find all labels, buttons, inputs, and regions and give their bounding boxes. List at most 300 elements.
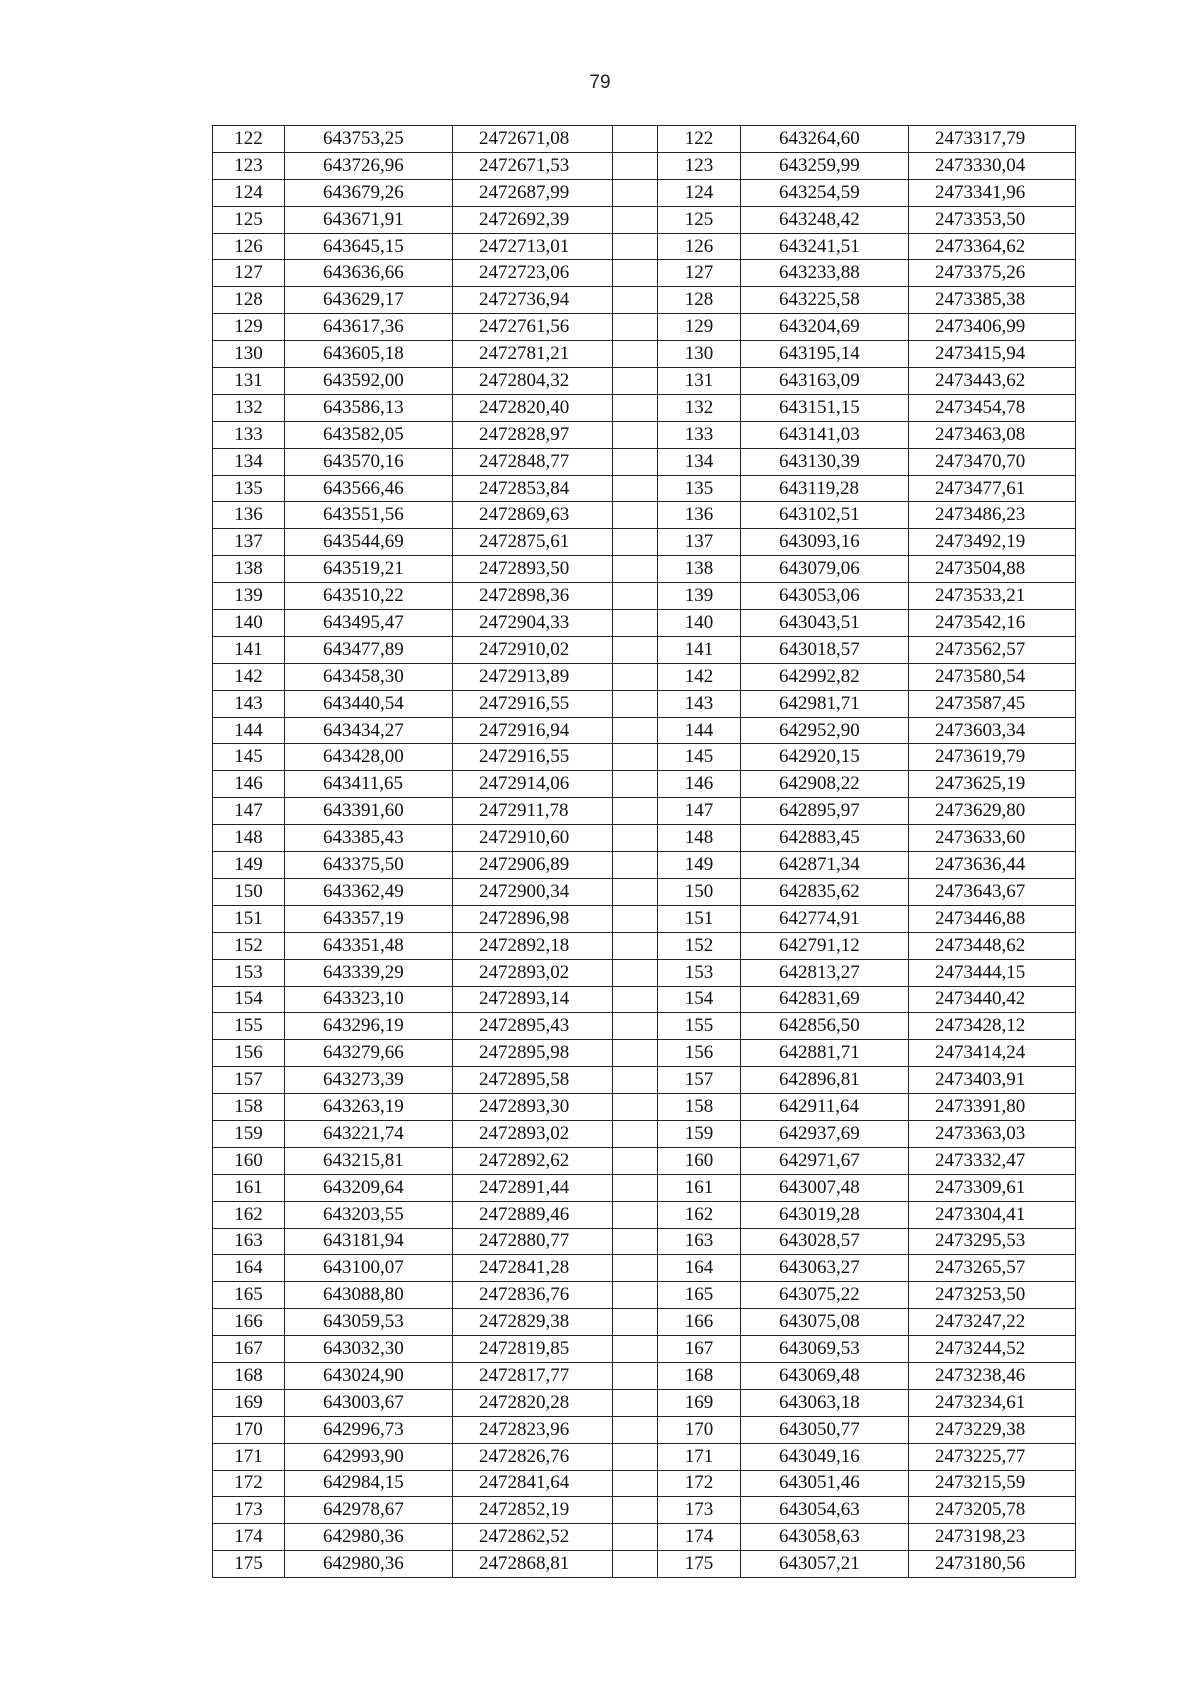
left-x-coordinate: 643477,89 — [285, 636, 453, 663]
right-point-number: 132 — [658, 394, 741, 421]
right-point-number: 166 — [658, 1309, 741, 1336]
right-y-coordinate: 2473364,62 — [909, 233, 1076, 260]
left-x-coordinate: 643351,48 — [285, 932, 453, 959]
left-y-coordinate: 2472916,55 — [453, 690, 613, 717]
left-point-number: 163 — [213, 1228, 285, 1255]
right-y-coordinate: 2473533,21 — [909, 583, 1076, 610]
right-point-number: 130 — [658, 341, 741, 368]
left-x-coordinate: 643059,53 — [285, 1309, 453, 1336]
table-row — [213, 1309, 1076, 1336]
right-x-coordinate: 643119,28 — [741, 475, 909, 502]
table-row — [213, 1174, 1076, 1201]
left-y-coordinate: 2472868,81 — [453, 1551, 613, 1578]
table-row — [213, 1255, 1076, 1282]
right-x-coordinate: 643069,48 — [741, 1362, 909, 1389]
spacer-cell — [613, 502, 658, 529]
spacer-cell — [613, 1174, 658, 1201]
right-x-coordinate: 643053,06 — [741, 583, 909, 610]
table-row — [213, 529, 1076, 556]
spacer-cell — [613, 1524, 658, 1551]
left-x-coordinate: 643510,22 — [285, 583, 453, 610]
left-point-number: 152 — [213, 932, 285, 959]
right-x-coordinate: 643241,51 — [741, 233, 909, 260]
right-y-coordinate: 2473636,44 — [909, 852, 1076, 879]
right-y-coordinate: 2473244,52 — [909, 1336, 1076, 1363]
left-x-coordinate: 643323,10 — [285, 986, 453, 1013]
spacer-cell — [613, 717, 658, 744]
left-x-coordinate: 643375,50 — [285, 852, 453, 879]
left-point-number: 134 — [213, 448, 285, 475]
right-y-coordinate: 2473580,54 — [909, 663, 1076, 690]
left-point-number: 145 — [213, 744, 285, 771]
spacer-cell — [613, 1120, 658, 1147]
right-y-coordinate: 2473504,88 — [909, 556, 1076, 583]
left-y-coordinate: 2472829,38 — [453, 1309, 613, 1336]
left-point-number: 131 — [213, 368, 285, 395]
right-point-number: 122 — [658, 126, 741, 153]
spacer-cell — [613, 1470, 658, 1497]
right-y-coordinate: 2473330,04 — [909, 152, 1076, 179]
right-x-coordinate: 642831,69 — [741, 986, 909, 1013]
left-x-coordinate: 642996,73 — [285, 1416, 453, 1443]
right-point-number: 146 — [658, 771, 741, 798]
right-x-coordinate: 643049,16 — [741, 1443, 909, 1470]
spacer-cell — [613, 179, 658, 206]
left-point-number: 158 — [213, 1094, 285, 1121]
spacer-cell — [613, 771, 658, 798]
right-y-coordinate: 2473353,50 — [909, 206, 1076, 233]
right-x-coordinate: 642871,34 — [741, 852, 909, 879]
table-row — [213, 475, 1076, 502]
spacer-cell — [613, 986, 658, 1013]
right-y-coordinate: 2473446,88 — [909, 905, 1076, 932]
left-x-coordinate: 643362,49 — [285, 878, 453, 905]
right-y-coordinate: 2473332,47 — [909, 1147, 1076, 1174]
right-point-number: 139 — [658, 583, 741, 610]
right-x-coordinate: 643063,18 — [741, 1389, 909, 1416]
table-row — [213, 1416, 1076, 1443]
left-point-number: 154 — [213, 986, 285, 1013]
right-y-coordinate: 2473542,16 — [909, 610, 1076, 637]
right-y-coordinate: 2473414,24 — [909, 1040, 1076, 1067]
right-x-coordinate: 642883,45 — [741, 825, 909, 852]
right-x-coordinate: 642908,22 — [741, 771, 909, 798]
left-point-number: 174 — [213, 1524, 285, 1551]
left-point-number: 171 — [213, 1443, 285, 1470]
table-row — [213, 932, 1076, 959]
right-point-number: 171 — [658, 1443, 741, 1470]
right-y-coordinate: 2473443,62 — [909, 368, 1076, 395]
left-point-number: 170 — [213, 1416, 285, 1443]
left-x-coordinate: 643296,19 — [285, 1013, 453, 1040]
left-y-coordinate: 2472853,84 — [453, 475, 613, 502]
left-x-coordinate: 643617,36 — [285, 314, 453, 341]
right-x-coordinate: 642981,71 — [741, 690, 909, 717]
right-point-number: 143 — [658, 690, 741, 717]
left-x-coordinate: 643544,69 — [285, 529, 453, 556]
right-x-coordinate: 643054,63 — [741, 1497, 909, 1524]
right-point-number: 123 — [658, 152, 741, 179]
left-y-coordinate: 2472862,52 — [453, 1524, 613, 1551]
spacer-cell — [613, 556, 658, 583]
left-x-coordinate: 643434,27 — [285, 717, 453, 744]
left-x-coordinate: 643339,29 — [285, 959, 453, 986]
left-y-coordinate: 2472828,97 — [453, 421, 613, 448]
table-row — [213, 1228, 1076, 1255]
left-y-coordinate: 2472889,46 — [453, 1201, 613, 1228]
left-y-coordinate: 2472896,98 — [453, 905, 613, 932]
right-point-number: 125 — [658, 206, 741, 233]
left-point-number: 150 — [213, 878, 285, 905]
left-point-number: 138 — [213, 556, 285, 583]
left-point-number: 144 — [213, 717, 285, 744]
right-x-coordinate: 642895,97 — [741, 798, 909, 825]
left-x-coordinate: 643458,30 — [285, 663, 453, 690]
table-row — [213, 878, 1076, 905]
right-point-number: 131 — [658, 368, 741, 395]
coordinates-table — [212, 125, 1076, 1578]
right-y-coordinate: 2473215,59 — [909, 1470, 1076, 1497]
left-x-coordinate: 643279,66 — [285, 1040, 453, 1067]
right-y-coordinate: 2473415,94 — [909, 341, 1076, 368]
left-y-coordinate: 2472895,58 — [453, 1067, 613, 1094]
left-y-coordinate: 2472898,36 — [453, 583, 613, 610]
table-row — [213, 1201, 1076, 1228]
left-y-coordinate: 2472906,89 — [453, 852, 613, 879]
right-point-number: 169 — [658, 1389, 741, 1416]
table-row — [213, 1524, 1076, 1551]
left-y-coordinate: 2472916,94 — [453, 717, 613, 744]
right-point-number: 172 — [658, 1470, 741, 1497]
left-y-coordinate: 2472836,76 — [453, 1282, 613, 1309]
right-point-number: 148 — [658, 825, 741, 852]
left-point-number: 147 — [213, 798, 285, 825]
left-point-number: 155 — [213, 1013, 285, 1040]
left-point-number: 135 — [213, 475, 285, 502]
left-point-number: 141 — [213, 636, 285, 663]
right-x-coordinate: 643225,58 — [741, 287, 909, 314]
right-x-coordinate: 642937,69 — [741, 1120, 909, 1147]
table-row — [213, 744, 1076, 771]
spacer-cell — [613, 206, 658, 233]
left-y-coordinate: 2472893,02 — [453, 1120, 613, 1147]
table-row — [213, 206, 1076, 233]
left-y-coordinate: 2472852,19 — [453, 1497, 613, 1524]
left-point-number: 166 — [213, 1309, 285, 1336]
right-y-coordinate: 2473317,79 — [909, 126, 1076, 153]
right-y-coordinate: 2473229,38 — [909, 1416, 1076, 1443]
right-x-coordinate: 643204,69 — [741, 314, 909, 341]
right-y-coordinate: 2473363,03 — [909, 1120, 1076, 1147]
right-y-coordinate: 2473492,19 — [909, 529, 1076, 556]
right-y-coordinate: 2473406,99 — [909, 314, 1076, 341]
right-x-coordinate: 642774,91 — [741, 905, 909, 932]
spacer-cell — [613, 341, 658, 368]
right-point-number: 145 — [658, 744, 741, 771]
right-y-coordinate: 2473440,42 — [909, 986, 1076, 1013]
left-point-number: 151 — [213, 905, 285, 932]
table-row — [213, 179, 1076, 206]
spacer-cell — [613, 825, 658, 852]
left-point-number: 165 — [213, 1282, 285, 1309]
left-point-number: 160 — [213, 1147, 285, 1174]
left-point-number: 139 — [213, 583, 285, 610]
right-point-number: 150 — [658, 878, 741, 905]
left-y-coordinate: 2472692,39 — [453, 206, 613, 233]
left-y-coordinate: 2472713,01 — [453, 233, 613, 260]
left-y-coordinate: 2472910,60 — [453, 825, 613, 852]
right-y-coordinate: 2473205,78 — [909, 1497, 1076, 1524]
right-x-coordinate: 643028,57 — [741, 1228, 909, 1255]
table-row — [213, 314, 1076, 341]
right-y-coordinate: 2473603,34 — [909, 717, 1076, 744]
left-point-number: 143 — [213, 690, 285, 717]
table-row — [213, 717, 1076, 744]
right-x-coordinate: 642911,64 — [741, 1094, 909, 1121]
left-point-number: 140 — [213, 610, 285, 637]
left-x-coordinate: 643088,80 — [285, 1282, 453, 1309]
right-y-coordinate: 2473225,77 — [909, 1443, 1076, 1470]
right-x-coordinate: 643248,42 — [741, 206, 909, 233]
right-point-number: 141 — [658, 636, 741, 663]
left-y-coordinate: 2472820,40 — [453, 394, 613, 421]
left-y-coordinate: 2472893,50 — [453, 556, 613, 583]
left-point-number: 168 — [213, 1362, 285, 1389]
right-point-number: 144 — [658, 717, 741, 744]
left-y-coordinate: 2472671,53 — [453, 152, 613, 179]
left-x-coordinate: 643645,15 — [285, 233, 453, 260]
table-row — [213, 1094, 1076, 1121]
left-y-coordinate: 2472869,63 — [453, 502, 613, 529]
table-row — [213, 1120, 1076, 1147]
left-x-coordinate: 643003,67 — [285, 1389, 453, 1416]
left-point-number: 148 — [213, 825, 285, 852]
spacer-cell — [613, 1336, 658, 1363]
left-point-number: 124 — [213, 179, 285, 206]
right-y-coordinate: 2473428,12 — [909, 1013, 1076, 1040]
left-point-number: 149 — [213, 852, 285, 879]
right-point-number: 152 — [658, 932, 741, 959]
right-point-number: 127 — [658, 260, 741, 287]
left-point-number: 125 — [213, 206, 285, 233]
spacer-cell — [613, 1443, 658, 1470]
spacer-cell — [613, 152, 658, 179]
left-x-coordinate: 643032,30 — [285, 1336, 453, 1363]
table-row — [213, 798, 1076, 825]
spacer-cell — [613, 1282, 658, 1309]
left-y-coordinate: 2472893,02 — [453, 959, 613, 986]
right-x-coordinate: 643075,22 — [741, 1282, 909, 1309]
spacer-cell — [613, 1551, 658, 1578]
right-x-coordinate: 642971,67 — [741, 1147, 909, 1174]
right-x-coordinate: 643063,27 — [741, 1255, 909, 1282]
spacer-cell — [613, 314, 658, 341]
spacer-cell — [613, 1147, 658, 1174]
left-point-number: 137 — [213, 529, 285, 556]
spacer-cell — [613, 1094, 658, 1121]
spacer-cell — [613, 1228, 658, 1255]
left-point-number: 156 — [213, 1040, 285, 1067]
table-row — [213, 690, 1076, 717]
right-point-number: 175 — [658, 1551, 741, 1578]
left-point-number: 123 — [213, 152, 285, 179]
left-point-number: 153 — [213, 959, 285, 986]
spacer-cell — [613, 798, 658, 825]
right-x-coordinate: 643151,15 — [741, 394, 909, 421]
table-row — [213, 583, 1076, 610]
left-y-coordinate: 2472841,28 — [453, 1255, 613, 1282]
right-point-number: 153 — [658, 959, 741, 986]
left-x-coordinate: 643273,39 — [285, 1067, 453, 1094]
right-y-coordinate: 2473463,08 — [909, 421, 1076, 448]
table-row — [213, 1551, 1076, 1578]
left-point-number: 161 — [213, 1174, 285, 1201]
right-x-coordinate: 643051,46 — [741, 1470, 909, 1497]
right-x-coordinate: 642920,15 — [741, 744, 909, 771]
right-x-coordinate: 643259,99 — [741, 152, 909, 179]
right-y-coordinate: 2473234,61 — [909, 1389, 1076, 1416]
left-x-coordinate: 642980,36 — [285, 1551, 453, 1578]
left-y-coordinate: 2472893,30 — [453, 1094, 613, 1121]
left-x-coordinate: 642993,90 — [285, 1443, 453, 1470]
table-row — [213, 287, 1076, 314]
left-x-coordinate: 643629,17 — [285, 287, 453, 314]
left-y-coordinate: 2472841,64 — [453, 1470, 613, 1497]
left-x-coordinate: 643570,16 — [285, 448, 453, 475]
right-point-number: 137 — [658, 529, 741, 556]
spacer-cell — [613, 583, 658, 610]
spacer-cell — [613, 448, 658, 475]
left-x-coordinate: 643203,55 — [285, 1201, 453, 1228]
left-y-coordinate: 2472892,18 — [453, 932, 613, 959]
spacer-cell — [613, 1389, 658, 1416]
right-y-coordinate: 2473198,23 — [909, 1524, 1076, 1551]
left-point-number: 133 — [213, 421, 285, 448]
right-x-coordinate: 642856,50 — [741, 1013, 909, 1040]
left-x-coordinate: 643566,46 — [285, 475, 453, 502]
right-x-coordinate: 643254,59 — [741, 179, 909, 206]
right-y-coordinate: 2473391,80 — [909, 1094, 1076, 1121]
table-row — [213, 771, 1076, 798]
table-row — [213, 986, 1076, 1013]
right-point-number: 162 — [658, 1201, 741, 1228]
spacer-cell — [613, 663, 658, 690]
right-x-coordinate: 642813,27 — [741, 959, 909, 986]
left-x-coordinate: 643215,81 — [285, 1147, 453, 1174]
left-x-coordinate: 643551,56 — [285, 502, 453, 529]
left-y-coordinate: 2472914,06 — [453, 771, 613, 798]
table-row — [213, 905, 1076, 932]
right-y-coordinate: 2473253,50 — [909, 1282, 1076, 1309]
right-y-coordinate: 2473587,45 — [909, 690, 1076, 717]
right-y-coordinate: 2473448,62 — [909, 932, 1076, 959]
right-y-coordinate: 2473309,61 — [909, 1174, 1076, 1201]
table-row — [213, 959, 1076, 986]
right-x-coordinate: 643163,09 — [741, 368, 909, 395]
right-point-number: 160 — [658, 1147, 741, 1174]
left-y-coordinate: 2472804,32 — [453, 368, 613, 395]
left-point-number: 157 — [213, 1067, 285, 1094]
right-x-coordinate: 643075,08 — [741, 1309, 909, 1336]
right-point-number: 128 — [658, 287, 741, 314]
left-x-coordinate: 643440,54 — [285, 690, 453, 717]
right-point-number: 168 — [658, 1362, 741, 1389]
right-point-number: 170 — [658, 1416, 741, 1443]
left-y-coordinate: 2472723,06 — [453, 260, 613, 287]
spacer-cell — [613, 959, 658, 986]
left-y-coordinate: 2472911,78 — [453, 798, 613, 825]
table-row — [213, 502, 1076, 529]
right-point-number: 126 — [658, 233, 741, 260]
left-x-coordinate: 643221,74 — [285, 1120, 453, 1147]
left-y-coordinate: 2472848,77 — [453, 448, 613, 475]
left-y-coordinate: 2472826,76 — [453, 1443, 613, 1470]
left-point-number: 169 — [213, 1389, 285, 1416]
spacer-cell — [613, 1201, 658, 1228]
left-point-number: 146 — [213, 771, 285, 798]
right-point-number: 129 — [658, 314, 741, 341]
table-row — [213, 152, 1076, 179]
table-row — [213, 233, 1076, 260]
left-x-coordinate: 643385,43 — [285, 825, 453, 852]
right-y-coordinate: 2473470,70 — [909, 448, 1076, 475]
table-row — [213, 368, 1076, 395]
right-x-coordinate: 643069,53 — [741, 1336, 909, 1363]
spacer-cell — [613, 421, 658, 448]
table-body — [213, 126, 1076, 1578]
spacer-cell — [613, 1255, 658, 1282]
left-point-number: 173 — [213, 1497, 285, 1524]
right-point-number: 134 — [658, 448, 741, 475]
right-x-coordinate: 642835,62 — [741, 878, 909, 905]
right-point-number: 124 — [658, 179, 741, 206]
right-y-coordinate: 2473619,79 — [909, 744, 1076, 771]
spacer-cell — [613, 932, 658, 959]
spacer-cell — [613, 852, 658, 879]
table-row — [213, 448, 1076, 475]
right-y-coordinate: 2473625,19 — [909, 771, 1076, 798]
right-point-number: 140 — [658, 610, 741, 637]
left-x-coordinate: 643582,05 — [285, 421, 453, 448]
right-x-coordinate: 643058,63 — [741, 1524, 909, 1551]
left-x-coordinate: 643671,91 — [285, 206, 453, 233]
left-point-number: 127 — [213, 260, 285, 287]
right-point-number: 161 — [658, 1174, 741, 1201]
right-point-number: 174 — [658, 1524, 741, 1551]
right-y-coordinate: 2473633,60 — [909, 825, 1076, 852]
left-y-coordinate: 2472823,96 — [453, 1416, 613, 1443]
right-point-number: 154 — [658, 986, 741, 1013]
left-point-number: 159 — [213, 1120, 285, 1147]
spacer-cell — [613, 233, 658, 260]
table-row — [213, 1389, 1076, 1416]
right-y-coordinate: 2473385,38 — [909, 287, 1076, 314]
right-point-number: 159 — [658, 1120, 741, 1147]
table-row — [213, 636, 1076, 663]
right-point-number: 164 — [658, 1255, 741, 1282]
table-row — [213, 341, 1076, 368]
left-point-number: 172 — [213, 1470, 285, 1497]
spacer-cell — [613, 368, 658, 395]
spacer-cell — [613, 744, 658, 771]
right-point-number: 142 — [658, 663, 741, 690]
spacer-cell — [613, 1309, 658, 1336]
left-x-coordinate: 643411,65 — [285, 771, 453, 798]
spacer-cell — [613, 1040, 658, 1067]
left-y-coordinate: 2472895,43 — [453, 1013, 613, 1040]
table-row — [213, 394, 1076, 421]
right-x-coordinate: 643102,51 — [741, 502, 909, 529]
